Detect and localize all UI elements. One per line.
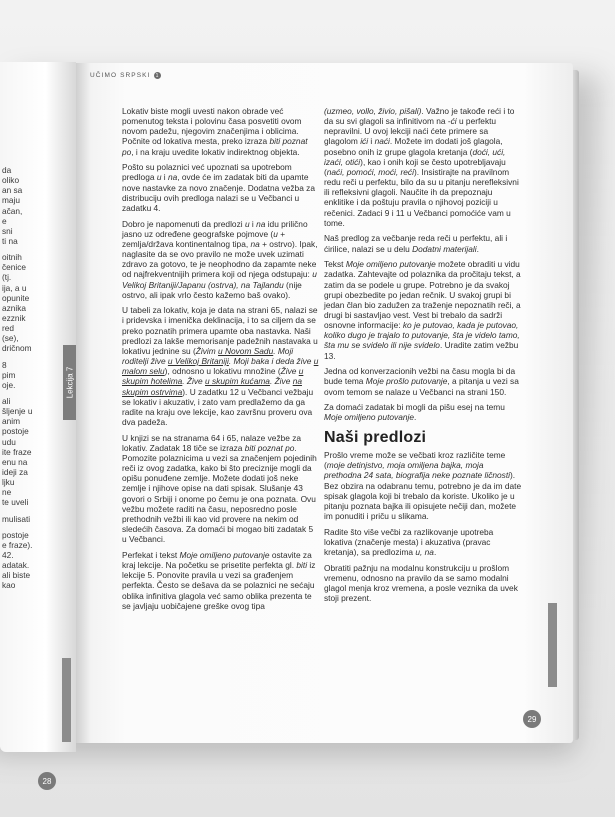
left-text-fragment: anim (2, 416, 20, 427)
left-text-fragment: aznika (2, 302, 26, 313)
lesson-tab-label: Lekcija 7 (65, 366, 75, 399)
left-text-fragment: (se), (2, 333, 19, 344)
left-text-fragment: postoje (2, 426, 29, 437)
left-margin-stripe (62, 658, 71, 742)
text-column-1 (122, 106, 320, 616)
left-text-fragment: opunite (2, 292, 30, 303)
paragraph: Dobro je napomenuti da predlozi u i na idu prilično jasno uz određene geografske pojmove (u + zemlja/država kontinentalnog tipa, na + ostrvo). Ipak, naglasite da se ovo pravilo ne može uvek uzimati zdravo za gotovo, te je neophodno da zapamte neke od najfrekventnijih primera koji od njega odstupaju: u Velikoj Britaniji/Japanu (ostrva), na Tajlandu (nije ostrvo, ali ipak vrlo često kažemo baš ovako). (122, 218, 318, 300)
left-text-fragment: postoje (2, 529, 29, 540)
paragraph: Perfekat i tekst Moje omiljeno putovanje ostavite za kraj lekcije. Na početku se prisetite perfekta gl. biti iz lekcije 5. Ponovite pravila u vezi sa građenjem perfekta. Često se dešava da se polaznici ne sećaju oblika infinitiva glagola već samo oblika prezenta te se javljaju uobičajene greške ovog tipa (122, 549, 316, 611)
left-text-fragment: e (2, 215, 7, 226)
left-text-fragment: enu na (2, 456, 28, 467)
left-text-fragment: ezznik (2, 312, 26, 323)
right-page (76, 63, 573, 743)
text-column-2 (324, 106, 522, 609)
left-text-fragment: pim (2, 369, 16, 380)
left-text-fragment: oliko (2, 175, 20, 186)
left-text-fragment: oitnih (2, 252, 22, 263)
running-head-title: UČIMO SRPSKI (90, 72, 151, 79)
paragraph: U knjizi se na stranama 64 i 65, nalaze vežbe za lokativ. Zadatak 18 tiče se izraza biti poznat po. Pomozite polaznicima u vezi sa značenjem pojedinih reči iz ovog zadatka, kako bi što preciznije mogli da opišu ponuđene zemlje. Možete dodati još neke zemlje i njihove opise na dati spisak. Slušanje 43 govori o Srbiji i onome po čemu je ona poznata. Ovu vežbu možete raditi na času, neposredno posle prethodnih vežbi ili kao vid provere na nekim od sledećih časova. Za domaći bi mogao biti zadatak 5 u Večbanci. (122, 432, 317, 545)
paragraph: (uzmeo, vollo, živio, pišali). Važno je takođe reći i to da su svi glagoli sa infinitivom na -ći u perfektu nepravilni. U ovoj lekciji naći ćete primere sa glagolom ići i naći. Možete im dodati još glagola, posebno onih iz grupe glagola kretanja (doći, ući, izaći, otići), kao i onih koji se često upotrebljavaju (naći, pomoći, moći, reći). Insistirajte na pravilnom redu reči u perfektu, bilo da su u pitanju nerefleksivni ili refleksivni glagoli. Naučite ih da prepoznaju enklitike i da poštuju pravila o njihovoj poziciji u rečenici. Zadaci 9 i 11 u Večbanci pomoćiće vam u tome. (324, 106, 519, 228)
left-text-fragment: dričnom (2, 343, 32, 354)
left-text-fragment: ti na (2, 235, 18, 246)
left-text-fragment: ačan, (2, 205, 23, 216)
running-head (90, 72, 161, 79)
paragraph: Za domaći zadatak bi mogli da pišu esej na temu Moje omiljeno putovanje. (324, 402, 505, 423)
paragraph: Jedna od konverzacionih vežbi na času mogla bi da bude tema Moje prošlo putovanje, a pitanja u vezi sa ovom temom se nalaze u Večbanci na strani 150. (324, 366, 519, 397)
right-page-number: 29 (523, 710, 541, 728)
paragraph: Prošlo vreme može se večbati kroz različite teme (moje detinjstvo, moja omiljena bajka, moja prethodna 24 sata, biografija neke poznate ličnosti). Bez obzira na odabranu temu, potrebno je da im date spisak glagola koji bi trebalo da koriste. Ukoliko je u pitanju poznata bajka ili opisujete nečiji dan, možete im ponuditi i priču u slikama. (324, 450, 522, 521)
left-text-fragment: e fraze). (2, 539, 33, 550)
left-text-fragment: da (2, 165, 12, 175)
page-edge (573, 70, 579, 740)
paragraph: U tabeli za lokativ, koja je data na strani 65, nalazi se i pridevska i imenička deklinacija, i to sa ciljem da se preko poznatih primera upamte oba nastavka. Naši predlozi za lakše memorisanje padežnih nastavaka u lokativu jednine su (Živim u Novom Sadu. Moji roditelji žive u Velikoj Britaniji. Moji baka i deda žive u malom selu), odnosno u lokativu množine (Žive u skupim hotelima. Žive u skupim kućama. Žive na skupim ostrvima). U zadatku 12 u Večbanci vežbaju se lokativ i akuzativ, i zato vam predlažemo da ga radite na kraju ove lekcije, kao završnu proveru ova dva padeža. (122, 305, 319, 428)
left-text-fragment: sni (2, 225, 13, 236)
left-text-fragment: ite fraze (2, 446, 32, 457)
left-text-fragment: šljenje u (2, 406, 33, 417)
paragraph: Obratiti pažnju na modalnu konstrukciju u prošlom vremenu, odnosno na pravilo da se samo modalni glagol menja kroz vremena, a posle veznika da uvek stoji prezent. (324, 562, 518, 604)
left-text-fragment: (tj. (2, 272, 12, 283)
left-text-fragment: oje. (2, 379, 16, 390)
left-text-fragment: an sa (2, 185, 23, 196)
left-text-fragment: mulisati (2, 513, 31, 524)
left-text-fragment: 8 (2, 359, 7, 370)
paragraph: Tekst Moje omiljeno putovanje možete obraditi u vidu zadatka. Zahtevajte od polaznika da pročitaju tekst, a zatim da se podele u grupe. Potrebno je da svakoj grupi obezbedite po jedan rečnik. U svakoj grupi bi jedan član bio zadužen za traženje nepoznatih reči, a drugi bi sastavljao vest. Vest bi trebalo da sadrži osnovne informacije: ko je putovao, kada je putovao, koliko dugo je trajalo to putovanje, šta je videlo tamo, šta mu se svidelo ili nije svidelo. Uradite zatim vežbu 13. (324, 259, 521, 361)
left-text-fragment: 42. (2, 549, 14, 560)
section-heading: Naši predlozi (324, 429, 427, 447)
paragraph: Naš predlog za večbanje reda reči u perfektu, ali i ćirilice, nalazi se u delu Dodatni materijali. (324, 233, 508, 254)
left-text-fragment: ija, a u (2, 282, 27, 293)
left-text-fragment: ali biste (2, 570, 31, 581)
right-margin-stripe (548, 603, 557, 687)
left-text-fragment: maju (2, 195, 20, 206)
left-text-fragment: ne (2, 487, 12, 498)
lesson-tab (63, 345, 76, 420)
left-text-fragment: ali (2, 395, 11, 406)
left-page (0, 62, 76, 786)
running-head-badge: 1 (154, 72, 161, 79)
left-text-fragment: ideji za (2, 466, 28, 477)
left-text-fragment: kao (2, 580, 16, 591)
left-text-fragment: ljku (2, 477, 15, 488)
left-page-number: 28 (38, 772, 56, 790)
paragraph: Lokativ biste mogli uvesti nakon obrade već pomenutog teksta i polovinu časa posvetiti ovom novom padežu, njegovim značenjima i oblicima. Počnite od lokativa mesta, preko izraza biti poznat po, i na kraju uvedite lokativ indirektnog objekta. (122, 106, 308, 157)
left-text-fragment: udu (2, 436, 16, 447)
left-page-text (2, 165, 64, 590)
left-text-fragment: red (2, 323, 14, 334)
left-text-fragment: adatak. (2, 560, 30, 571)
paragraph: Pošto su polaznici već upoznati sa upotrebom predloga u i na, ovde će im zadatak biti da upamte nove nastavke za novo značenje. Dodatna vežba za distribuciju ovih predloga nalazi se u Večbanci u zadatku 4. (122, 162, 315, 213)
left-text-fragment: čenice (2, 262, 26, 273)
paragraph: Radite što više večbi za razlikovanje upotreba lokativa (značenje mesta) i akuzativa (pravac kretanja), sa predlozima u, na. (324, 526, 494, 557)
left-text-fragment: te uveli (2, 497, 29, 508)
